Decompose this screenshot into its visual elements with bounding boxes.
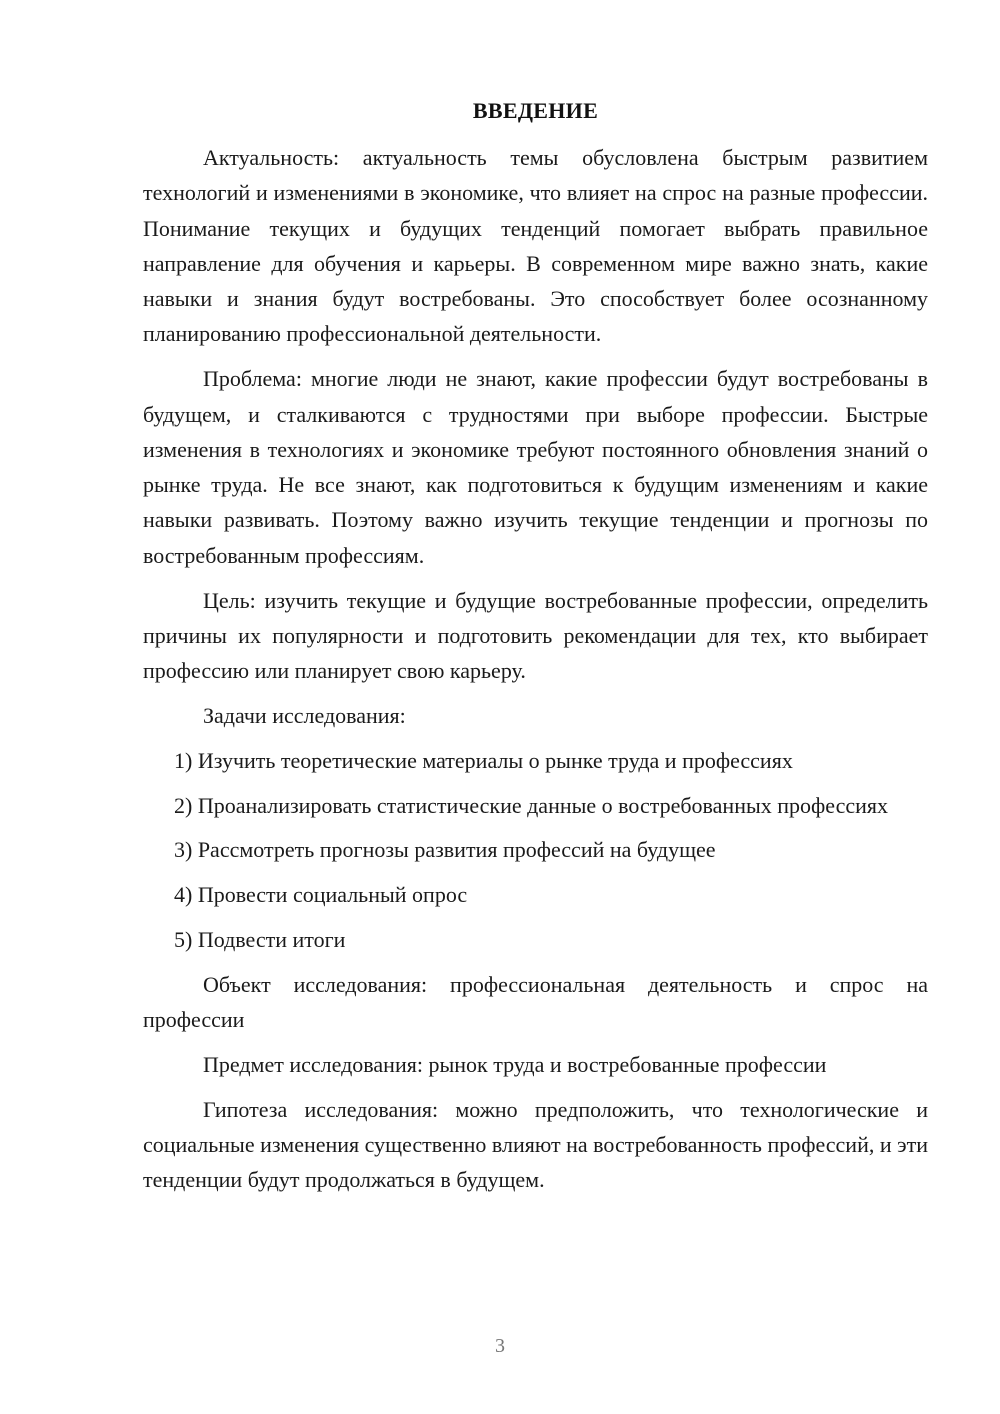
page-number: 3	[495, 1335, 505, 1357]
paragraph-goal: Цель: изучить текущие и будущие востребованные профессии, определить причины их популярности и подготовить рекомендации для тех, кто выбирает профессию или планирует свою карьеру.	[143, 587, 928, 684]
paragraph-relevance: Актуальность: актуальность темы обусловлена быстрым развитием технологий и изменениями в экономике, что влияет на спрос на разные профессии. Понимание текущих и будущих тенденций помогает выбрать правильное направление для обучения и карьеры. В современном мире важно знать, какие навыки и знания будут востребованы. Это способствует более осознанному планированию профессиональной деятельности.	[143, 145, 928, 347]
task-item-2: 2) Проанализировать статистические данные о востребованных профессиях	[174, 792, 889, 818]
task-item-4: 4) Провести социальный опрос	[174, 882, 468, 908]
paragraph-hypothesis: Гипотеза исследования: можно предположить, что технологические и социальные изменения существенно влияют на востребованность профессий, и эти тенденции будут продолжаться в будущем.	[143, 1096, 928, 1193]
paragraph-tasks-heading: Задачи исследования:	[203, 702, 406, 728]
paragraph-subject: Предмет исследования: рынок труда и востребованные профессии	[203, 1051, 827, 1077]
page-content	[143, 96, 928, 1198]
task-item-1: 1) Изучить теоретические материалы о рынке труда и профессиях	[174, 747, 793, 773]
task-item-3: 3) Рассмотреть прогнозы развития профессий на будущее	[174, 837, 716, 863]
task-item-5: 5) Подвести итоги	[174, 926, 346, 952]
paragraph-problem: Проблема: многие люди не знают, какие профессии будут востребованы в будущем, и сталкиваются с трудностями при выборе профессии. Быстрые изменения в технологиях и экономике требуют постоянного обновления знаний о рынке труда. Не все знают, как подготовиться к будущим изменениям и какие навыки развивать. Поэтому важно изучить текущие тенденции и прогнозы по востребованным профессиям.	[143, 366, 928, 568]
paragraph-object: Объект исследования: профессиональная деятельность и спрос на профессии	[143, 971, 928, 1033]
section-heading: ВВЕДЕНИЕ	[472, 98, 599, 123]
